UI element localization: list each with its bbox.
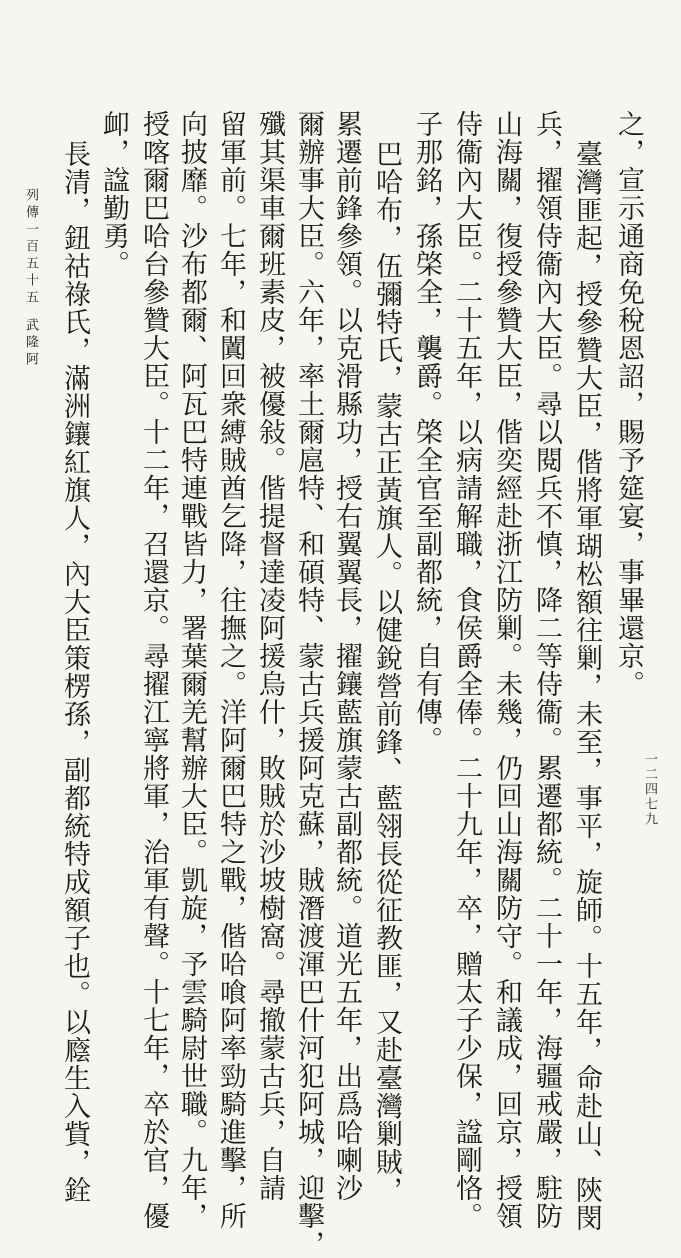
text-column-3: 兵，擢領侍衞內大臣。尋以閱兵不慎，降二等侍衞。累遷都統。二十一年，海疆戒嚴，駐防 xyxy=(531,110,562,1230)
text-column-11: 留軍前。七年，和闐回衆縛賊酋乞降，往撫之。洋阿爾巴特之戰，偕哈喰阿率勁騎進擊，所 xyxy=(215,110,246,1230)
chapter-header: 列傳一百五十五 xyxy=(23,188,38,307)
page-number: 一二四七九 xyxy=(642,752,657,827)
text-column-10: 殲其渠車爾班素皮，被優敍。偕提督達凌阿援烏什，敗賊於沙坡樹窩。尋撤蒙古兵，自請 xyxy=(254,110,285,1202)
text-column-1: 之，宣示通商免稅恩詔，賜予筵宴，事畢還京。 xyxy=(613,110,644,698)
text-column-8: 累遷前鋒參領。以克滑縣功，授右翼翼長，擢鑲藍旗蒙古副都統。道光五年，出爲哈喇沙 xyxy=(331,110,362,1202)
text-column-4: 山海關，復授參贊大臣，偕奕經赴浙江防剿。未幾，仍回山海關防守。和議成，回京，授領 xyxy=(491,110,522,1230)
text-column-12: 向披靡。沙布都爾、阿瓦巴特連戰皆力，署葉爾羌幫辦大臣。凱旋，予雲騎尉世職。九年， xyxy=(176,110,207,1230)
text-column-14: 卹，諡勤勇。 xyxy=(98,110,129,278)
text-column-5: 侍衞內大臣。二十五年，以病請解職，食侯爵全俸。二十九年，卒，贈太子少保，諡剛恪。 xyxy=(451,110,482,1230)
text-column-2: 臺灣匪起，授參贊大臣，偕將軍瑚松額往剿，未至，事平，旋師。十五年，命赴山、陝閔 xyxy=(571,140,602,1232)
text-column-13: 授喀爾巴哈台參贊大臣。十二年，召還京。尋擢江寧將軍，治軍有聲。十七年，卒於官，優 xyxy=(138,110,169,1230)
text-column-9: 爾辦事大臣。六年，率土爾扈特、和碩特、蒙古兵援阿克蘇，賊潛渡渾巴什河犯阿城，迎擊， xyxy=(293,110,324,1258)
biography-name: 武隆阿 xyxy=(23,318,38,369)
text-column-15: 長清，鈕祜祿氏，滿洲鑲紅旗人，內大臣策楞孫，副都統特成額子也。以廕生入貲，銓 xyxy=(59,140,90,1204)
text-column-7: 巴哈布，伍彌特氏，蒙古正黃旗人。以健銳營前鋒、藍翎長從征教匪，又赴臺灣剿賊， xyxy=(371,140,402,1204)
text-column-6: 子那銘，孫棨全，襲爵。棨全官至副都統，自有傳。 xyxy=(411,110,442,754)
